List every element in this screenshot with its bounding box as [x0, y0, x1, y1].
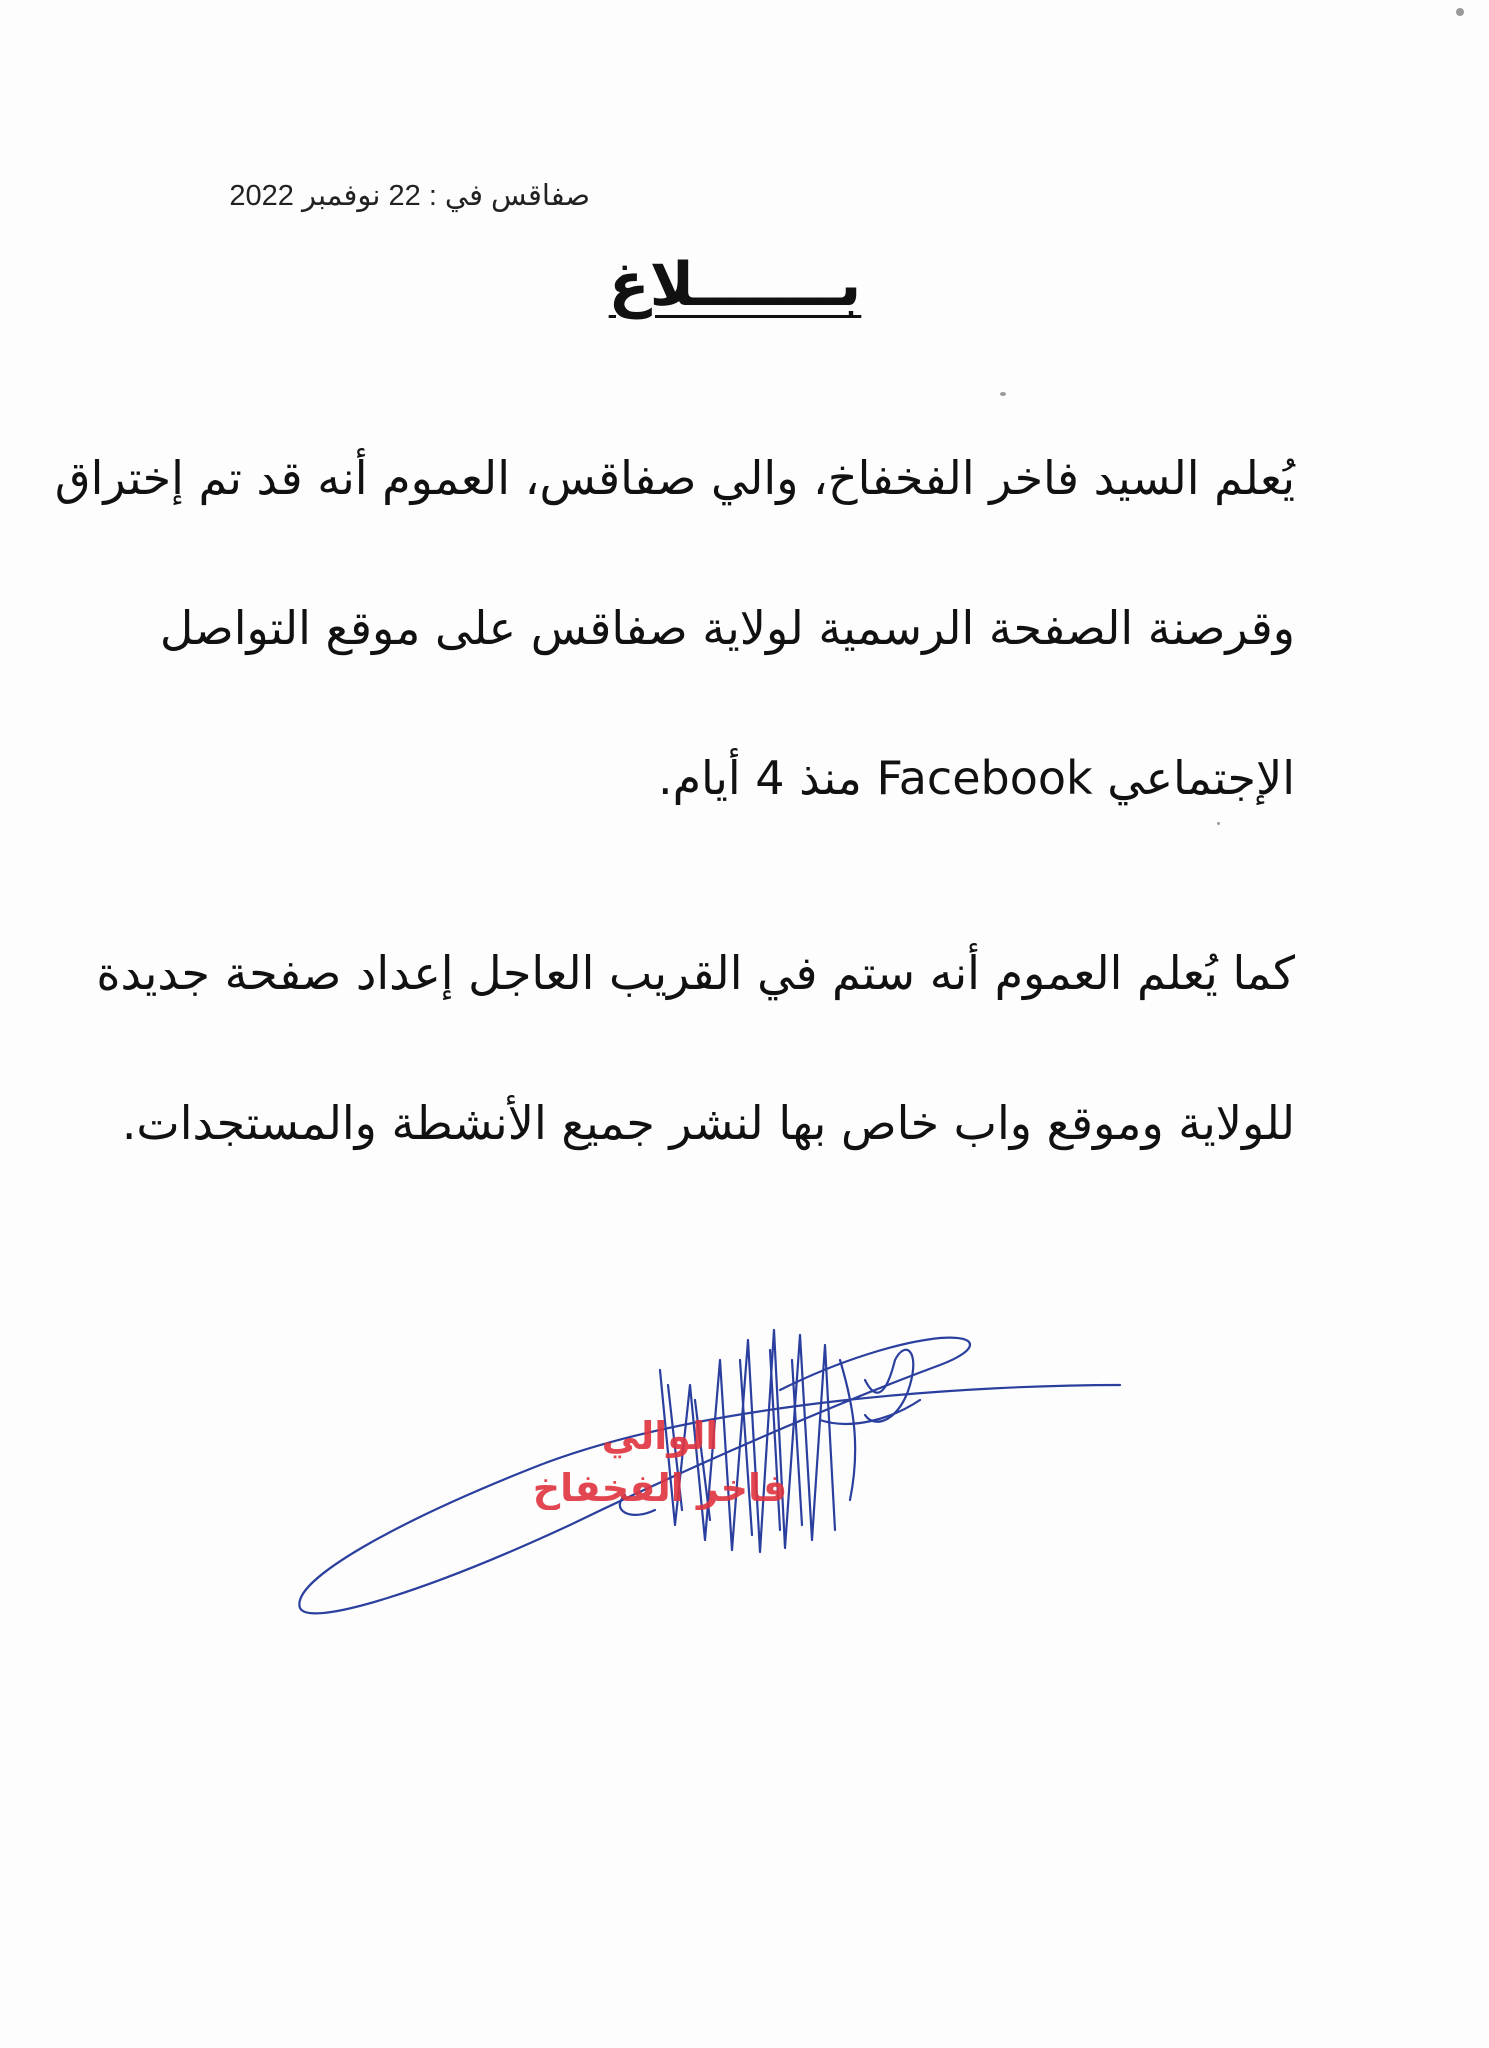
scan-speck: [1456, 8, 1464, 16]
paragraph-1: [54, 430, 1295, 880]
scan-speck: [1217, 822, 1220, 825]
official-stamp: [500, 1410, 820, 1514]
stamp-title: الوالي: [601, 1414, 719, 1458]
scan-speck: [1000, 392, 1006, 396]
paragraph-2-line-1: كما يُعلم العموم أنه ستم في القريب العاجل إعداد صفحة جديدة: [96, 946, 1295, 1000]
paragraph-2-line-2: للولاية وموقع واب خاص بها لنشر جميع الأنشطة والمستجدات.: [121, 1096, 1295, 1150]
document-title: بـــــــلاغ: [608, 250, 862, 320]
stamp-name: فاخر الفخفاخ: [532, 1466, 788, 1510]
paragraph-1-line-2: وقرصنة الصفحة الرسمية لولاية صفاقس على موقع التواصل: [159, 601, 1295, 655]
paragraph-2: [96, 925, 1295, 1225]
date-line: صفاقس في : 22 نوفمبر 2022: [229, 180, 590, 212]
paragraph-1-line-1: يُعلم السيد فاخر الفخفاخ، والي صفاقس، العموم أنه قد تم إختراق: [54, 451, 1295, 505]
paragraph-1-line-3: الإجتماعي Facebook منذ 4 أيام.: [657, 751, 1295, 805]
